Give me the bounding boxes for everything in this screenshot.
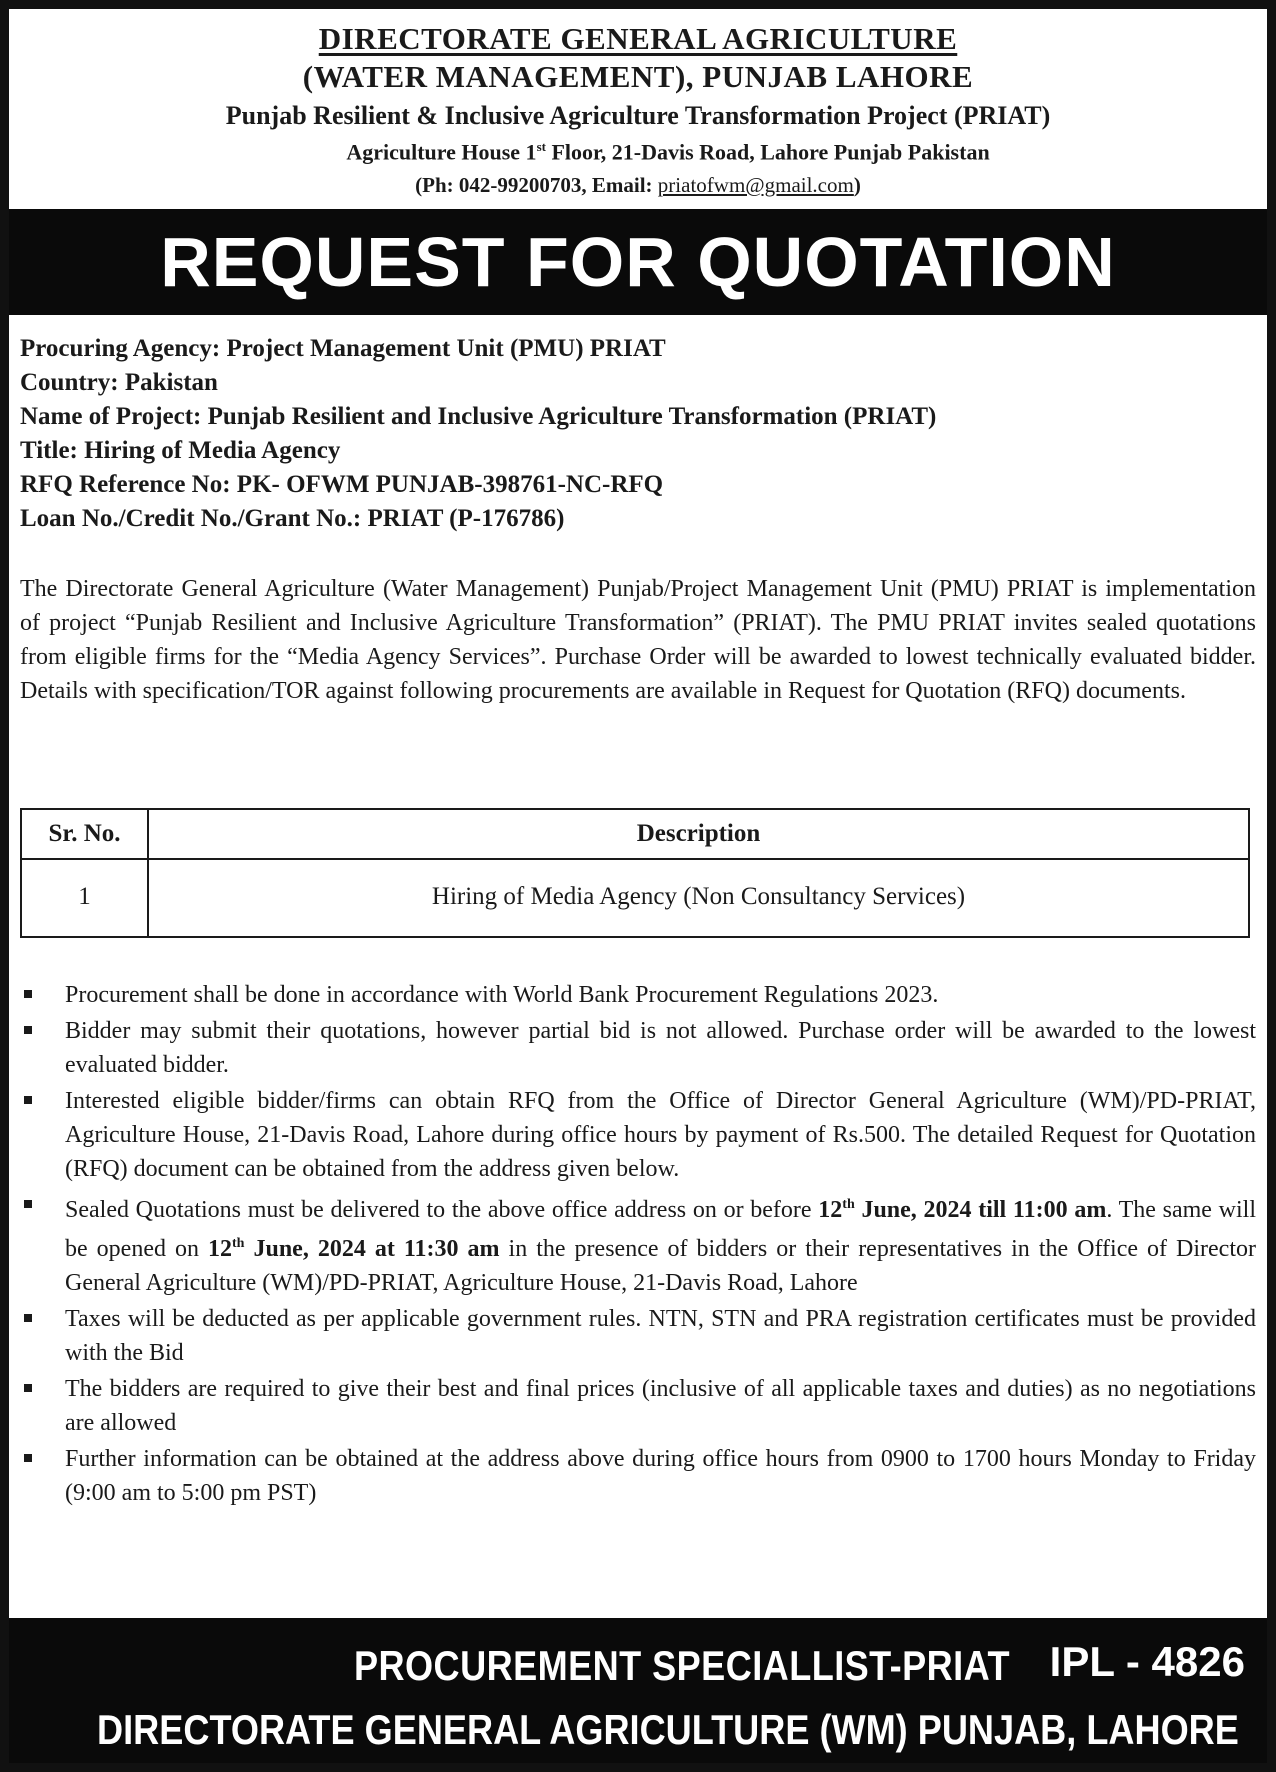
footer-ipl-number: IPL - 4826 (1049, 1638, 1245, 1685)
header-project-name: Punjab Resilient & Inclusive Agriculture Transformation Project (PRIAT) (225, 101, 1051, 130)
rfq-banner: REQUEST FOR QUOTATION (9, 209, 1267, 315)
list-item: The bidders are required to give their best and final prices (inclusive of all applicable taxes and duties) as no negotiations are allowed (20, 1372, 1256, 1440)
square-bullet-icon (24, 1384, 32, 1392)
info-loan-number: Loan No./Credit No./Grant No.: PRIAT (P-176786) (20, 505, 565, 532)
table-header-sr-no: Sr. No. (20, 808, 147, 860)
list-item: Interested eligible bidder/firms can obtain RFQ from the Office of Director General Agriculture (WM)/PD-PRIAT, Agriculture House, 21-Davis Road, Lahore during office hours by payment of Rs.500. The detailed Request for Quotation (RFQ) document can be obtained from the address given below. (20, 1084, 1256, 1186)
header-contact: (Ph: 042-99200703, Email: priatofwm@gmail.com) (415, 173, 861, 197)
square-bullet-icon (24, 1026, 32, 1034)
info-rfq-reference: RFQ Reference No: PK- OFWM PUNJAB-398761-NC-RFQ (20, 471, 664, 498)
procurement-info (20, 332, 1220, 536)
square-bullet-icon (24, 1200, 32, 1208)
square-bullet-icon (24, 1314, 32, 1322)
intro-paragraph: The Directorate General Agriculture (Water Management) Punjab/Project Management Unit (PMU) PRIAT is implementation of project “Punjab Resilient and Inclusive Agriculture Transformation” (PRIAT). The PMU PRIAT invites sealed quotations from eligible firms for the “Media Agency Services”. Purchase Order will be awarded to lowest technically evaluated bidder. Details with specification/TOR against following procurements are available in Request for Quotation (RFQ) documents. (20, 576, 1256, 704)
procurement-table (20, 808, 1250, 938)
square-bullet-icon (24, 1096, 32, 1104)
header-water-management: (WATER MANAGEMENT), PUNJAB LAHORE (302, 59, 974, 94)
info-project-name: Name of Project: Punjab Resilient and Inclusive Agriculture Transformation (PRIAT) (20, 403, 937, 430)
footer (9, 1618, 1267, 1763)
table-header-description: Description (147, 808, 1250, 860)
header-address: Agriculture House 1st Floor, 21-Davis Road, Lahore Punjab Pakistan (346, 139, 990, 165)
info-country: Country: Pakistan (20, 369, 218, 396)
info-procuring-agency: Procuring Agency: Project Management Unit (PMU) PRIAT (20, 335, 666, 362)
conditions-list (20, 978, 1256, 1512)
footer-directorate: DIRECTORATE GENERAL AGRICULTURE (WM) PUNJAB, LAHORE (97, 1706, 1239, 1753)
info-title: Title: Hiring of Media Agency (20, 437, 341, 464)
list-item: Sealed Quotations must be delivered to the above office address on or before 12th June, 2024 till 11:00 am. The same will be opened on 12th June, 2024 at 11:30 am in the presence of bidders or their representatives in the Office of Director General Agriculture (WM)/PD-PRIAT, Agriculture House, 21-Davis Road, Lahore (20, 1188, 1256, 1300)
header (9, 9, 1267, 209)
header-directorate: DIRECTORATE GENERAL AGRICULTURE (318, 21, 958, 56)
list-item: Further information can be obtained at the address above during office hours from 0900 to 1700 hours Monday to Friday (9:00 am to 5:00 pm PST) (20, 1442, 1256, 1510)
table-cell-sr-no: 1 (20, 860, 147, 938)
table-cell-description: Hiring of Media Agency (Non Consultancy Services) (147, 860, 1250, 938)
list-item: Procurement shall be done in accordance with World Bank Procurement Regulations 2023. (20, 978, 1256, 1012)
square-bullet-icon (24, 990, 32, 998)
list-item: Taxes will be deducted as per applicable government rules. NTN, STN and PRA registration certificates must be provided with the Bid (20, 1302, 1256, 1370)
square-bullet-icon (24, 1454, 32, 1462)
email-link[interactable]: priatofwm@gmail.com (657, 173, 854, 197)
footer-procurement-specialist: PROCUREMENT SPECIALLIST-PRIAT (354, 1642, 1010, 1689)
list-item: Bidder may submit their quotations, however partial bid is not allowed. Purchase order will be awarded to the lowest evaluated bidder. (20, 1014, 1256, 1082)
